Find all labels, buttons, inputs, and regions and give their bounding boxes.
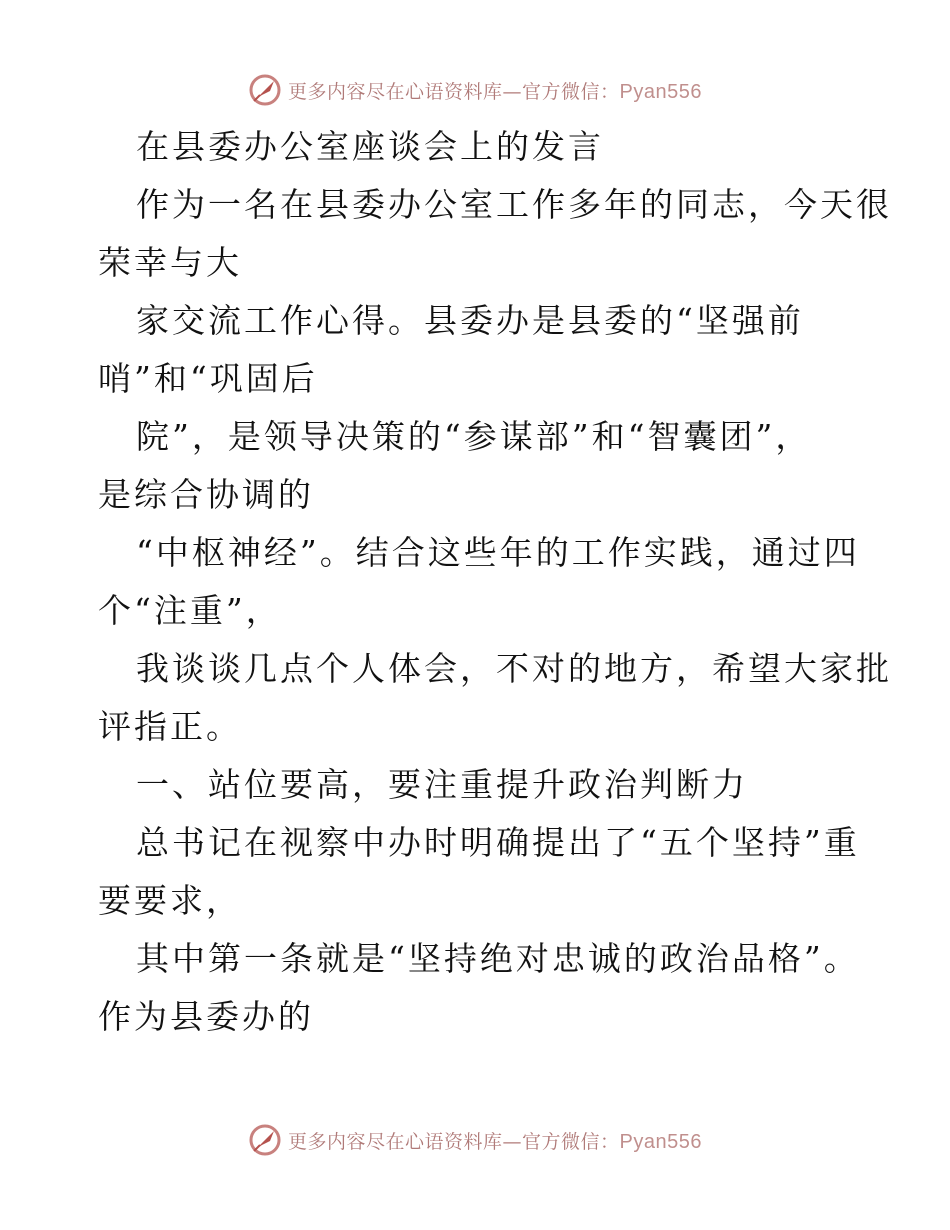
quill-logo-icon: [248, 73, 282, 107]
header-watermark: [0, 70, 950, 110]
section-heading: 一、站位要高，要注重提升政治判断力: [136, 765, 748, 804]
paragraph-line: 个“注重”，: [98, 591, 282, 630]
paragraph-line: 家交流工作心得。县委办是县委的“坚强前: [136, 301, 804, 340]
paragraph-line: “中枢神经”。结合这些年的工作实践，通过四: [136, 533, 860, 572]
paragraph-line: 总书记在视察中办时明确提出了“五个坚持”重: [136, 823, 860, 862]
paragraph-line: 作为县委办的: [98, 997, 314, 1036]
paragraph-line: 院”，是领导决策的“参谋部”和“智囊团”，: [136, 417, 812, 456]
footer-watermark: [0, 1120, 950, 1160]
paragraph-line: 要要求，: [98, 881, 242, 920]
paragraph-line: 哨”和“巩固后: [98, 359, 318, 398]
paragraph-line: 评指正。: [98, 707, 242, 746]
paragraph-line: 我谈谈几点个人体会，不对的地方，希望大家批: [136, 649, 892, 688]
paragraph-line: 其中第一条就是“坚持绝对忠诚的政治品格”。: [136, 939, 860, 978]
watermark-text: 更多内容尽在心语资料库—官方微信：Pyan556: [288, 80, 702, 103]
paragraph-line: 荣幸与大: [98, 243, 242, 282]
watermark-text: 更多内容尽在心语资料库—官方微信：Pyan556: [288, 1130, 702, 1153]
quill-logo-icon: [248, 1123, 282, 1157]
paragraph-line: 是综合协调的: [98, 475, 314, 514]
paragraph-line: 作为一名在县委办公室工作多年的同志，今天很: [136, 185, 892, 224]
document-title: 在县委办公室座谈会上的发言: [136, 127, 604, 166]
